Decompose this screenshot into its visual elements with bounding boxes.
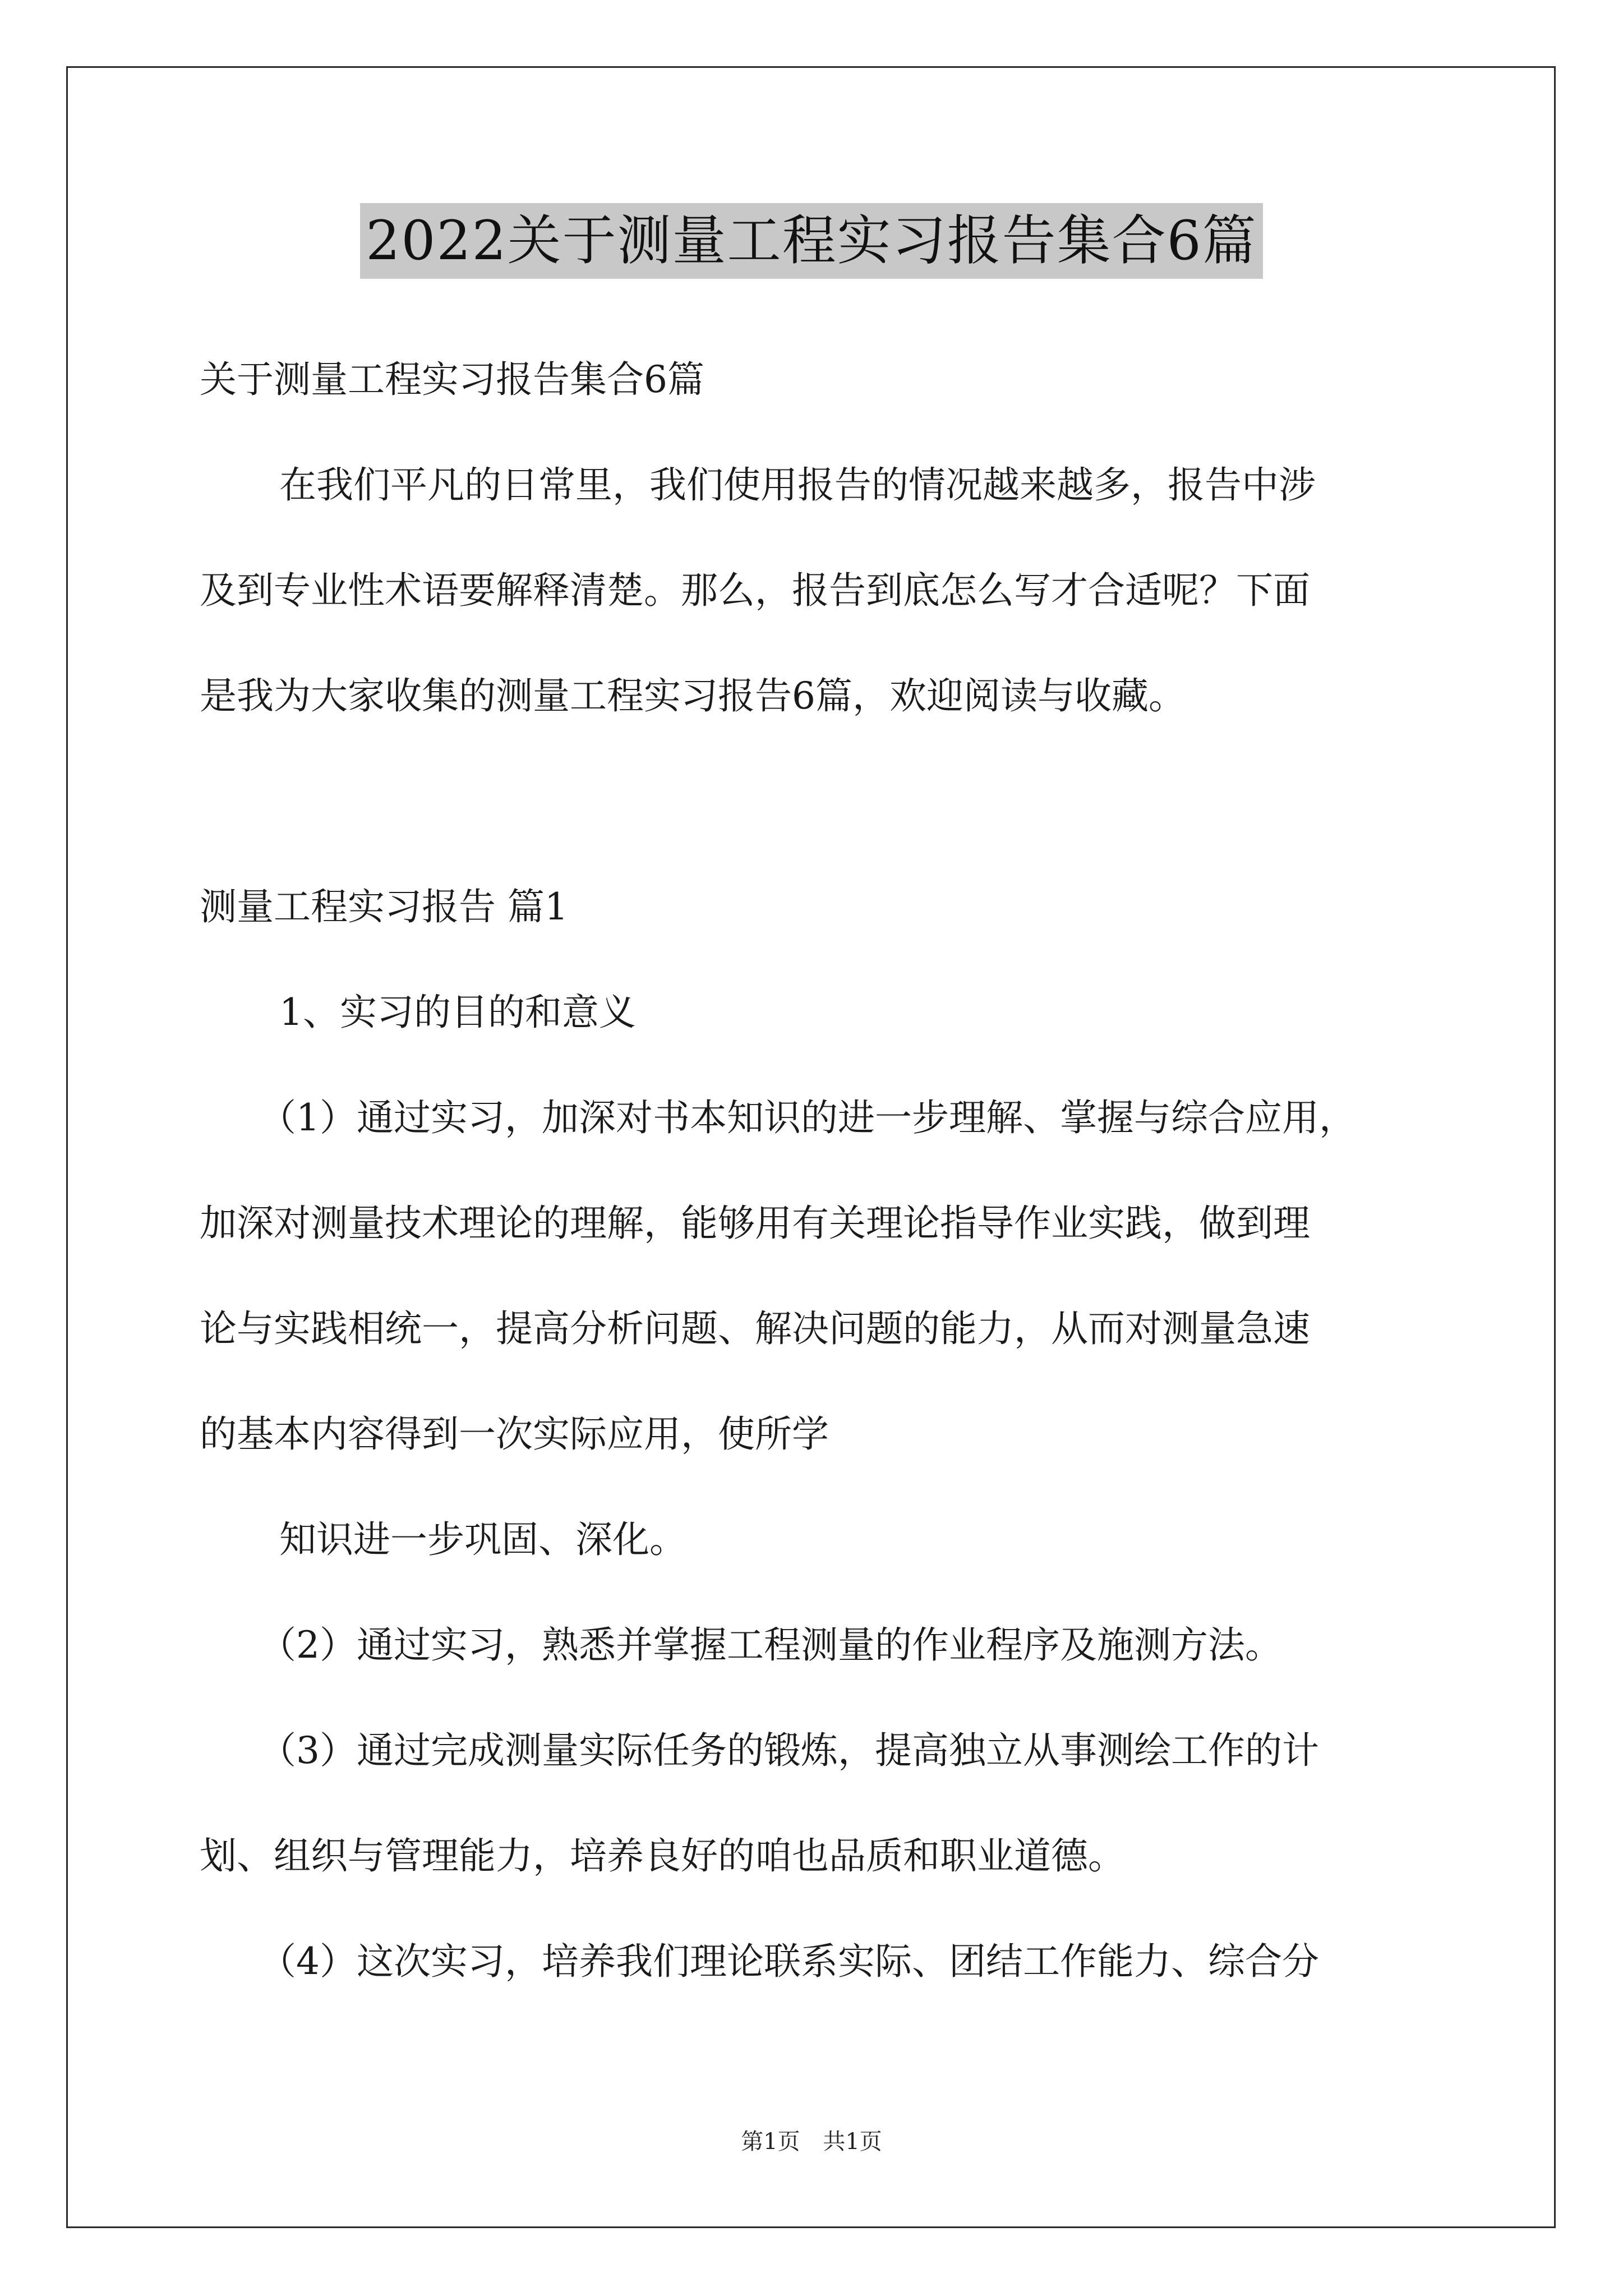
intro-line: 是我为大家收集的测量工程实习报告6篇，欢迎阅读与收藏。 (200, 674, 1186, 717)
body-line: 划、组织与管理能力，培养良好的咱也品质和职业道德。 (200, 1834, 1125, 1878)
page-number-current: 第1页 (741, 2129, 800, 2155)
point-heading: 1、实习的目的和意义 (279, 991, 636, 1034)
page-number-total: 共1页 (823, 2129, 882, 2155)
title-wrap (0, 203, 1623, 279)
page-footer (0, 2126, 1623, 2157)
body-line: 加深对测量技术理论的理解，能够用有关理论指导作业实践，做到理 (200, 1202, 1310, 1245)
intro-line: 在我们平凡的日常里，我们使用报告的情况越来越多，报告中涉 (279, 463, 1316, 507)
body-line: 知识进一步巩固、深化。 (279, 1518, 686, 1561)
body-line: 的基本内容得到一次实际应用，使所学 (200, 1412, 829, 1456)
body-line: （2）通过实习，熟悉并掌握工程测量的作业程序及施测方法。 (259, 1623, 1282, 1667)
body-line: （1）通过实习，加深对书本知识的进一步理解、掌握与综合应用， (259, 1096, 1356, 1139)
document-title: 2022关于测量工程实习报告集合6篇 (360, 203, 1262, 279)
body-line: （4）这次实习，培养我们理论联系实际、团结工作能力、综合分 (259, 1940, 1319, 1983)
document-subtitle: 关于测量工程实习报告集合6篇 (200, 358, 704, 401)
body-line: （3）通过完成测量实际任务的锻炼，提高独立从事测绘工作的计 (259, 1729, 1319, 1772)
body-line: 论与实践相统一，提高分析问题、解决问题的能力，从而对测量急速 (200, 1307, 1310, 1350)
intro-line: 及到专业性术语要解释清楚。那么，报告到底怎么写才合适呢？下面 (200, 569, 1310, 612)
section-heading: 测量工程实习报告 篇1 (200, 885, 568, 928)
